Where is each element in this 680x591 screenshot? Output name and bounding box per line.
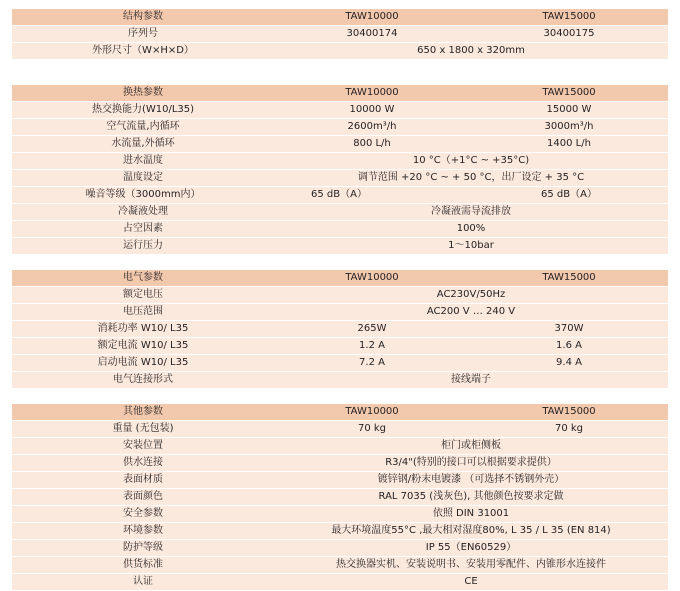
other-header-label: 其他参数 [123,406,163,417]
serial-taw15000: 30400175 [543,28,595,39]
current-label: 额定电流 W10/ L35 [97,340,189,351]
model-taw15000-header: TAW15000 [542,11,596,22]
dims-label: 外形尺寸（W×H×D） [92,45,194,56]
mounting-value: 柜门或柜侧板 [441,440,501,451]
footprint-value: 100% [456,223,486,234]
other-table [12,404,668,591]
power-label: 消耗功率 W10/ L35 [97,323,189,334]
voltage-range-row [12,304,668,321]
protection-value: IP 55（EN60529） [425,542,517,553]
model-taw15000-header: TAW15000 [542,87,596,98]
noise-taw15000: 65 dB（A） [541,189,597,200]
waterflow-taw15000: 1400 L/h [547,138,591,149]
inlet-temp-row [12,153,668,170]
voltage-range-label: 电压范围 [123,306,163,317]
airflow-label: 空气流量,内循环 [106,121,180,132]
capacity-taw15000: 15000 W [546,104,592,115]
water-conn-value: R3/4"(特别的接口可以根据要求提供） [385,457,557,468]
temp-setting-label: 温度设定 [123,172,163,183]
water-conn-row [12,455,668,472]
start-current-taw15000: 9.4 A [556,357,582,368]
model-taw10000-header: TAW10000 [345,11,399,22]
environment-row [12,523,668,540]
structure-table [12,9,668,60]
heat-table [12,85,668,255]
airflow-taw10000: 2600m³/h [347,121,397,132]
temp-setting-row [12,170,668,187]
capacity-row [12,102,668,119]
scope-label: 供货标准 [123,559,163,570]
model-taw10000-header: TAW10000 [345,87,399,98]
cert-value: CE [464,576,478,587]
material-value: 镀锌钢/粉末电镀漆 （可选择不锈钢外壳） [377,474,565,485]
pressure-value: 1～10bar [448,240,494,251]
inlet-temp-label: 进水温度 [123,155,163,166]
start-current-taw10000: 7.2 A [359,357,385,368]
start-current-row [12,355,668,372]
dims-value: 650 x 1800 x 320mm [417,45,525,56]
airflow-taw15000: 3000m³/h [544,121,594,132]
power-taw15000: 370W [554,323,584,334]
waterflow-row [12,136,668,153]
connection-label: 电气连接形式 [113,374,173,385]
model-taw10000-header: TAW10000 [345,406,399,417]
inlet-temp-value: 10 °C（+1°C ~ +35°C) [412,155,530,166]
voltage-value: AC230V/50Hz [436,289,506,300]
model-taw15000-header: TAW15000 [542,406,596,417]
power-taw10000: 265W [357,323,387,334]
environment-value: 最大环境温度55°C ,最大相对湿度80%, L 35 / L 35 (EN 814) [331,525,611,536]
current-taw15000: 1.6 A [556,340,582,351]
condensate-label: 冷凝液处理 [118,206,168,217]
model-taw10000-header: TAW10000 [345,272,399,283]
power-row [12,321,668,338]
material-label: 表面材质 [123,474,163,485]
connection-value: 接线端子 [451,374,491,385]
mounting-label: 安装位置 [123,440,163,451]
serial-taw10000: 30400174 [346,28,398,39]
structure-header-label: 结构参数 [123,11,163,22]
model-taw15000-header: TAW15000 [542,272,596,283]
voltage-label: 额定电压 [123,289,163,300]
material-row [12,472,668,489]
structure-header-row [12,9,668,26]
noise-taw10000: 65 dB（A） [311,189,367,200]
serial-row [12,26,668,43]
current-taw10000: 1.2 A [359,340,385,351]
other-header-row [12,404,668,421]
voltage-range-value: AC200 V … 240 V [426,306,516,317]
cert-row [12,574,668,591]
pressure-row [12,238,668,255]
airflow-row [12,119,668,136]
safety-row [12,506,668,523]
protection-label: 防护等级 [123,542,163,553]
mounting-row [12,438,668,455]
electrical-header-label: 电气参数 [123,272,163,283]
connection-row [12,372,668,389]
color-value: RAL 7035 (浅灰色), 其他颜色按要求定做 [378,491,564,502]
weight-row [12,421,668,438]
electrical-table [12,270,668,389]
waterflow-taw10000: 800 L/h [353,138,391,149]
color-label: 表面颜色 [123,491,163,502]
protection-row [12,540,668,557]
capacity-label: 热交换能力(W10/L35) [91,104,195,115]
start-current-label: 启动电流 W10/ L35 [97,357,189,368]
heat-header-label: 换热参数 [123,87,163,98]
capacity-taw10000: 10000 W [349,104,395,115]
condensate-row [12,204,668,221]
noise-label: 噪音等级（3000mm内） [85,189,201,200]
weight-taw10000: 70 kg [357,423,387,434]
water-conn-label: 供水连接 [123,457,163,468]
heat-header-row [12,85,668,102]
safety-label: 安全参数 [123,508,163,519]
cert-label: 认证 [133,576,153,587]
footprint-label: 占空因素 [123,223,163,234]
voltage-row [12,287,668,304]
scope-value: 热交换器实机、安装说明书、安装用零配件、内锥形水连接件 [336,559,606,570]
dims-row [12,43,668,60]
environment-label: 环境参数 [123,525,163,536]
condensate-value: 冷凝液需导流排放 [431,206,511,217]
scope-row [12,557,668,574]
pressure-label: 运行压力 [123,240,163,251]
temp-setting-value: 调节范围 +20 °C ~ + 50 °C，出厂设定 + 35 °C [357,172,585,183]
weight-taw15000: 70 kg [554,423,584,434]
waterflow-label: 水流量,外循环 [111,138,175,149]
footprint-row [12,221,668,238]
noise-row [12,187,668,204]
weight-label: 重量 (无包装) [112,423,174,434]
serial-label: 序列号 [128,28,158,39]
current-row [12,338,668,355]
safety-value: 依照 DIN 31001 [432,508,510,519]
electrical-header-row [12,270,668,287]
color-row [12,489,668,506]
